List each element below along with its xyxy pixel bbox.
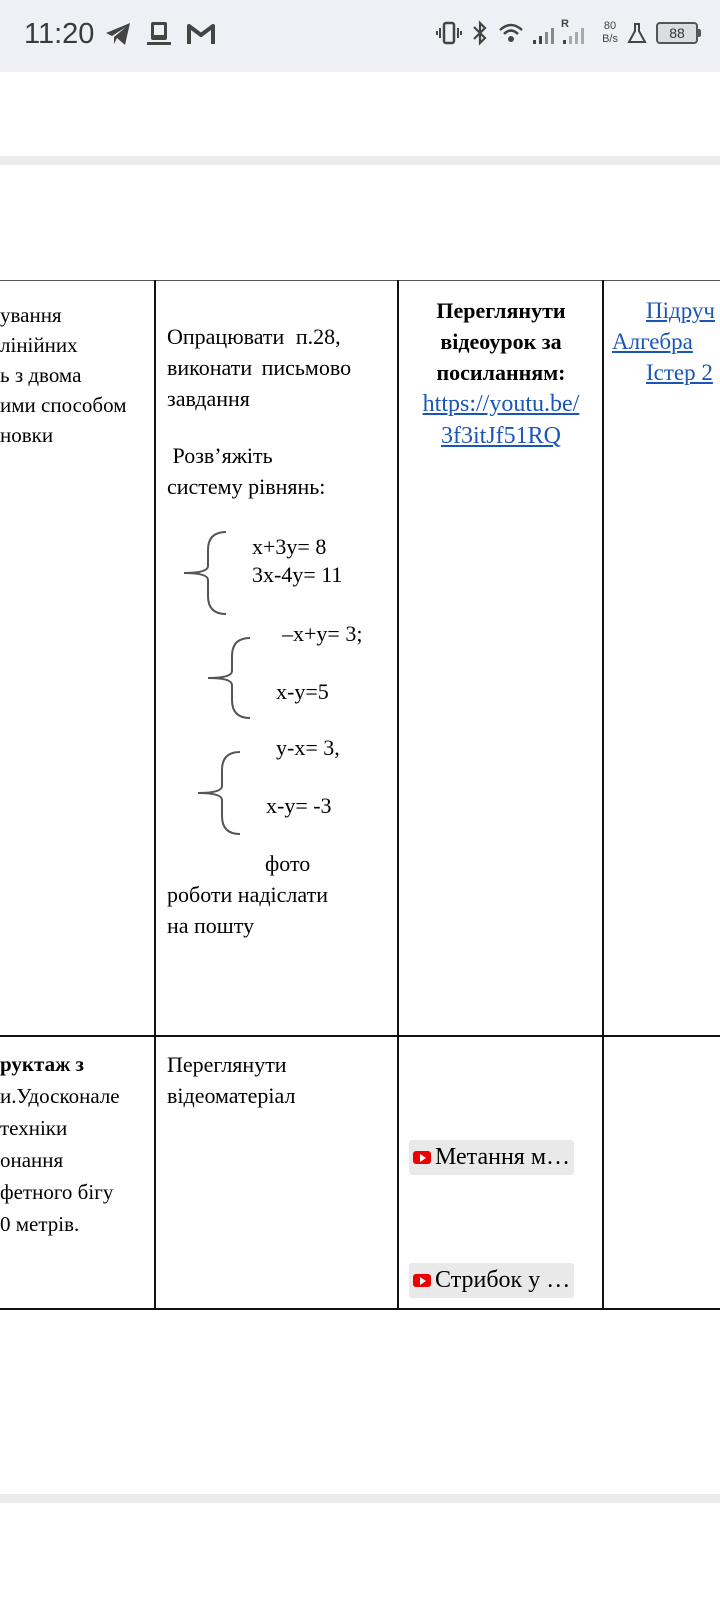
topic-line: ь з двома <box>0 363 82 387</box>
battery-level: 88 <box>669 25 685 41</box>
equation: y-x= 3, <box>276 735 340 760</box>
video-link-part: 3f3itJf51RQ <box>441 423 561 449</box>
video-instruction-line: посиланням: <box>436 360 566 385</box>
task-line: Опрацювати п.28, <box>167 324 341 349</box>
textbook-link-line: Підруч <box>646 298 715 323</box>
video-chip-label: Стрибок у … <box>435 1267 571 1293</box>
row1-topic-cell <box>0 300 150 450</box>
row-separator <box>0 1035 720 1037</box>
row1-task-footer <box>167 848 395 941</box>
row2-topic-cell <box>0 1048 150 1240</box>
topic-line: ими способом <box>0 393 127 417</box>
column-line-3 <box>602 280 604 1310</box>
video-link[interactable] <box>423 391 580 449</box>
divider-bottom <box>0 1494 720 1503</box>
video-instruction-line: Переглянути <box>436 298 566 323</box>
equation: 3x-4y= 11 <box>252 562 343 587</box>
task-line: Переглянути <box>167 1052 287 1077</box>
textbook-link[interactable] <box>612 295 720 388</box>
bluetooth-icon <box>471 20 489 46</box>
equation: x-y= -3 <box>266 793 332 818</box>
textbook-link-line: Алгебра <box>612 329 693 354</box>
divider-top <box>0 156 720 165</box>
equation: x+3y= 8 <box>252 534 327 559</box>
task-line: Розв’яжіть <box>167 443 273 468</box>
flask-icon <box>627 22 647 44</box>
wifi-icon <box>498 22 524 44</box>
youtube-icon <box>413 1151 431 1164</box>
topic-line: и.Удосконале <box>0 1084 120 1108</box>
table-top-border <box>0 280 720 281</box>
video-chip-1[interactable] <box>409 1140 574 1175</box>
battery-icon <box>656 22 698 44</box>
task-line: роботи надіслати <box>167 882 328 907</box>
task-line: відеоматеріал <box>167 1083 296 1108</box>
youtube-icon <box>413 1274 431 1287</box>
column-line-2 <box>397 280 399 1310</box>
row1-video-cell <box>400 295 602 452</box>
topic-line: фетного бігу <box>0 1180 114 1204</box>
topic-line: ування <box>0 303 62 327</box>
task-line: на пошту <box>167 913 255 938</box>
system-brace <box>204 636 256 720</box>
task-line: фото <box>265 851 311 876</box>
system-brace <box>194 750 246 836</box>
video-chip-2[interactable] <box>409 1263 574 1298</box>
system-brace <box>180 530 232 616</box>
screen-share-icon <box>144 20 174 48</box>
vibrate-icon <box>436 21 462 45</box>
topic-line: техніки <box>0 1116 68 1140</box>
net-speed-unit: B/s <box>602 33 618 45</box>
row1-task-cell <box>167 321 395 502</box>
signal-icon <box>533 18 593 48</box>
task-line: виконати письмово <box>167 355 352 380</box>
row1-book-cell <box>612 295 720 388</box>
textbook-link-line: Істер 2 <box>646 360 713 385</box>
status-bar <box>0 0 720 72</box>
topic-line: руктаж з <box>0 1052 84 1076</box>
row2-task-cell <box>167 1049 395 1111</box>
video-chip-label: Метання м… <box>435 1144 571 1170</box>
status-time: 11:20 <box>24 18 95 50</box>
video-link-part: https://youtu.be/ <box>422 391 580 417</box>
equation: –x+y= 3; <box>282 621 363 646</box>
network-type-label: R <box>561 18 570 30</box>
table-bottom-border <box>0 1308 720 1310</box>
topic-line: онання <box>0 1148 64 1172</box>
gmail-icon <box>186 22 216 46</box>
topic-line: новки <box>0 423 54 447</box>
topic-line: лінійних <box>0 333 78 357</box>
task-line: систему рівнянь: <box>167 474 326 499</box>
column-line-1 <box>154 280 156 1310</box>
telegram-icon <box>104 21 132 47</box>
topic-line: 0 метрів. <box>0 1212 80 1236</box>
net-speed <box>602 20 618 46</box>
equation: x-y=5 <box>276 679 329 704</box>
task-line: завдання <box>167 386 250 411</box>
net-speed-value: 80 <box>603 20 617 32</box>
video-instruction-line: відеоурок за <box>440 329 562 354</box>
